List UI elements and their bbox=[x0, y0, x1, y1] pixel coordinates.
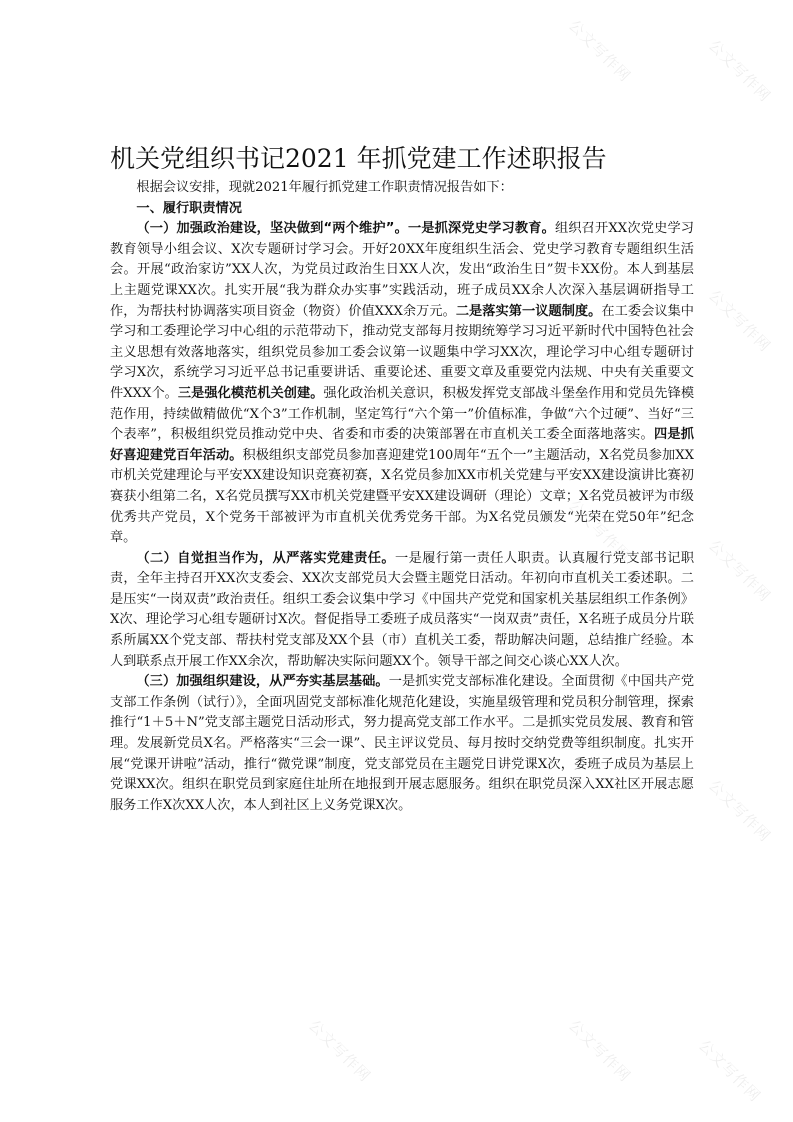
document-title: 机关党组织书记2021 年抓党建工作述职报告 bbox=[110, 144, 607, 173]
watermark: 公文写作网 bbox=[705, 776, 775, 846]
paragraph-subheading: 三是强化模范机关创建。 bbox=[177, 385, 324, 401]
paragraph-text: 组织召开XX次党史学习教育领导小组会议、X次专题研讨学习会。开好20XX年度组织生活会、党史学习教育专题组织生活会。开展“政治家访”XX人次，为党员过政治生日XX人次，发出“政治生日”贺卡XX份。本人到基层上主题党课XX次。扎实开展“我为群众办实事”实践活动，班子成员XX余人次深入基层调研指导工作，为帮扶村协调落实项目资金（物资）价值XXX余万元。 bbox=[110, 221, 694, 319]
watermark: 公文写作网 bbox=[705, 286, 775, 356]
section-heading: 一、履行职责情况 bbox=[136, 200, 242, 216]
watermark: 公文写作网 bbox=[705, 536, 775, 606]
watermark: 公文写作网 bbox=[565, 496, 635, 566]
paragraph-responsibility bbox=[110, 549, 694, 673]
paragraph-subheading: 四是抓好喜迎建党百年活动。 bbox=[110, 427, 694, 463]
watermark: 公文写作网 bbox=[565, 1016, 635, 1086]
paragraph-organization bbox=[110, 672, 694, 816]
watermark: 公文写作网 bbox=[305, 1016, 375, 1086]
watermark: 公文写作网 bbox=[565, 236, 635, 306]
paragraph-political-construction bbox=[110, 219, 694, 549]
paragraph-text: 一是抓实党支部标准化建设。全面贯彻《中国共产党支部工作条例（试行）》，全面巩固党支部标准化规范化建设，实施星级管理和党员积分制管理，探索推行“1＋5＋N”党支部主题党日活动形式，努力提高党支部工作水平。二是抓实党员发展、教育和管理。发展新党员X名。严格落实“三会一课”、民主评议党员、每月按时交纳党费等组织制度。扎实开展“党课开讲啦”活动，推行“微党课”制度，党支部党员在主题党日讲党课X次，委班子成员为基层上党课XX次。组织在职党员到家庭住址所在地报到开展志愿服务。组织在职党员深入XX社区开展志愿服务工作X次XX人次，本人到社区上义务党课X次。 bbox=[110, 674, 695, 813]
paragraph-text: 积极组织支部党员参加喜迎建党100周年“五个一”主题活动，X名党员参加XX市机关党建理论与平安XX建设知识竞赛初赛，X名党员参加XX市机关党建与平安XX建设演讲比赛初赛获小组第二名，X名党员撰写XX市机关党建暨平安XX建设调研（理论）文章；X名党员被评为市级优秀共产党员，X个党务干部被评为市直机关优秀党务干部。为X名党员颁发“光荣在党50年”纪念章。 bbox=[110, 447, 694, 546]
paragraph-text: 在工委会议集中学习和工委理论学习中心组的示范带动下，推动党支部每月按期统筹学习习近平新时代中国特色社会主义思想有效落地落实，组织党员参加工委会议第一议题集中学习XX次，理论学习中心组专题研讨学习X次，系统学习习近平总书记重要讲话、重要论述、重要文章及重要党内法规、中央有关重要文件XXX个。 bbox=[110, 303, 694, 401]
watermark: 公文写作网 bbox=[705, 36, 775, 106]
paragraph-text: 强化政治机关意识，积极发挥党支部战斗堡垒作用和党员先锋模范作用，持续做精做优“X个3”工作机制，坚定笃行“六个第一”价值标准，争做“六个过硬”、当好“三个表率”，积极组织党员推动党中央、省委和市委的决策部署在市直机关工委全面落地落实。 bbox=[110, 385, 695, 443]
paragraph-lead: （三）加强组织建设，从严夯实基层基础。 bbox=[136, 674, 389, 690]
watermark: 公文写作网 bbox=[565, 16, 635, 86]
paragraph-text: 一是履行第一责任人职责。认真履行党支部书记职责，全年主持召开XX次支委会、XX次支部党员大会暨主题党日活动。年初向市直机关工委述职。二是压实“一岗双责”政治责任。组织工委会议集中学习《中国共产党党和国家机关基层组织工作条例》X次、理论学习心组专题研讨X次。督促指导工委班子成员落实“一岗双责”责任，X名班子成员分片联系所属XX个党支部、帮扶村党支部及XX个县（市）直机关工委，帮助解决问题，总结推广经验。本人到联系点开展工作XX余次，帮助解决实际问题XX个。领导干部之间交心谈心XX人次。 bbox=[110, 550, 695, 669]
paragraph-lead: （一）加强政治建设，坚决做到“两个维护”。一是抓深党史学习教育。 bbox=[136, 221, 555, 237]
paragraph-lead: （二）自觉担当作为，从严落实党建责任。 bbox=[136, 550, 395, 566]
document-body bbox=[110, 178, 694, 816]
intro-paragraph: 根据会议安排，现就2021年履行抓党建工作职责情况报告如下： bbox=[136, 180, 513, 195]
paragraph-subheading: 二是落实第一议题制度。 bbox=[455, 303, 602, 319]
watermark: 公文写作网 bbox=[695, 1036, 765, 1106]
